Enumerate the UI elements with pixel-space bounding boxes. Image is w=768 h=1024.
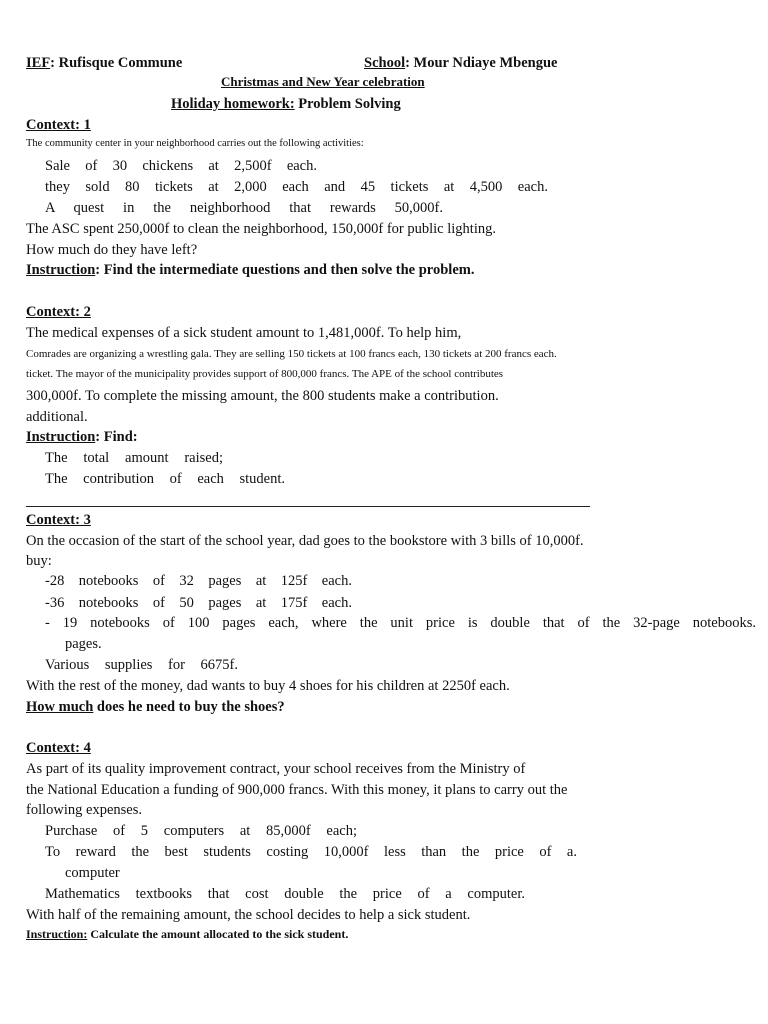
context4-line4: With half of the remaining amount, the school decides to help a sick student. xyxy=(26,907,471,923)
context4-instruction xyxy=(26,925,348,943)
context1-line1: The ASC spent 250,000f to clean the neighborhood, 150,000f for public lighting. xyxy=(26,221,496,237)
context3-item-4: Various supplies for 6675f. xyxy=(45,657,238,673)
context4-item-2: To reward the best students costing 10,000f less than the price of a. xyxy=(45,844,577,860)
context2-line3: ticket. The mayor of the municipality provides support of 800,000 francs. The APE of the school contributes xyxy=(26,368,504,380)
context3-item-3: - 19 notebooks of 100 pages each, where the unit price is double that of the 32-page notebooks. xyxy=(45,615,756,631)
context3-question-rest: does he need to buy the shoes? xyxy=(93,699,285,715)
context1-item-1: Sale of 30 chickens at 2,500f each. xyxy=(45,158,317,174)
context3-title: Context: 3 xyxy=(26,512,91,528)
context2-instruction xyxy=(26,428,138,446)
school-value: : Mour Ndiaye Mbengue xyxy=(405,55,558,71)
context2-line1: The medical expenses of a sick student amount to 1,481,000f. To help him, xyxy=(26,325,462,341)
context1-item-2: they sold 80 tickets at 2,000 each and 45 tickets at 4,500 each. xyxy=(45,179,548,195)
context4-line2: the National Education a funding of 900,000 francs. With this money, it plans to carry out the xyxy=(26,782,568,798)
context3-question xyxy=(26,698,285,716)
context2-line5: additional. xyxy=(26,409,88,425)
context4-line1: As part of its quality improvement contract, your school receives from the Ministry of xyxy=(26,761,526,777)
context4-line3: following expenses. xyxy=(26,802,142,818)
context1-title: Context: 1 xyxy=(26,117,91,133)
context3-line2: buy: xyxy=(26,553,52,569)
context1-instruction-label: Instruction xyxy=(26,262,96,278)
context2-line4: 300,000f. To complete the missing amount, the 800 students make a contribution. xyxy=(26,388,499,404)
context2-title: Context: 2 xyxy=(26,304,91,320)
event-title: Christmas and New Year celebration xyxy=(221,74,425,89)
homework-value: Problem Solving xyxy=(294,96,401,112)
context3-item-2: -36 notebooks of 50 pages at 175f each. xyxy=(45,595,352,611)
homework-title xyxy=(171,95,401,113)
context2-line2: Comrades are organizing a wrestling gala. They are selling 150 tickets at 100 francs each, 130 tickets at 200 francs each. xyxy=(26,348,557,360)
context4-instruction-text: Calculate the amount allocated to the sick student. xyxy=(87,927,349,941)
context1-item-3: A quest in the neighborhood that rewards 50,000f. xyxy=(45,200,443,216)
context4-item-3: Mathematics textbooks that cost double the price of a computer. xyxy=(45,886,525,902)
ief-line xyxy=(26,54,182,72)
context4-title: Context: 4 xyxy=(26,740,91,756)
school-line xyxy=(364,54,557,72)
ief-label: IEF xyxy=(26,55,51,71)
context3-item-1: -28 notebooks of 32 pages at 125f each. xyxy=(45,573,352,589)
ief-value: : Rufisque Commune xyxy=(50,55,183,71)
context3-question-underlined: How much xyxy=(26,699,94,715)
section-divider xyxy=(26,506,590,507)
context2-item-2: The contribution of each student. xyxy=(45,471,285,487)
context2-instruction-text: : Find: xyxy=(95,429,138,445)
context2-item-1: The total amount raised; xyxy=(45,450,223,466)
homework-label: Holiday homework: xyxy=(171,96,295,112)
context2-instruction-label: Instruction xyxy=(26,429,96,445)
context4-instruction-label: Instruction: xyxy=(26,927,88,941)
context3-line1: On the occasion of the start of the school year, dad goes to the bookstore with 3 bills of 10,000f. xyxy=(26,533,584,549)
context3-line3: With the rest of the money, dad wants to buy 4 shoes for his children at 2250f each. xyxy=(26,678,510,694)
context4-item-1: Purchase of 5 computers at 85,000f each; xyxy=(45,823,357,839)
context1-intro: The community center in your neighborhood carries out the following activities: xyxy=(26,138,364,149)
context1-instruction xyxy=(26,261,474,279)
context3-item-3-cont: pages. xyxy=(65,636,102,652)
context4-item-2-cont: computer xyxy=(65,865,120,881)
school-label: School xyxy=(364,55,406,71)
context1-line2: How much do they have left? xyxy=(26,242,198,258)
context1-instruction-text: : Find the intermediate questions and then solve the problem. xyxy=(95,262,475,278)
